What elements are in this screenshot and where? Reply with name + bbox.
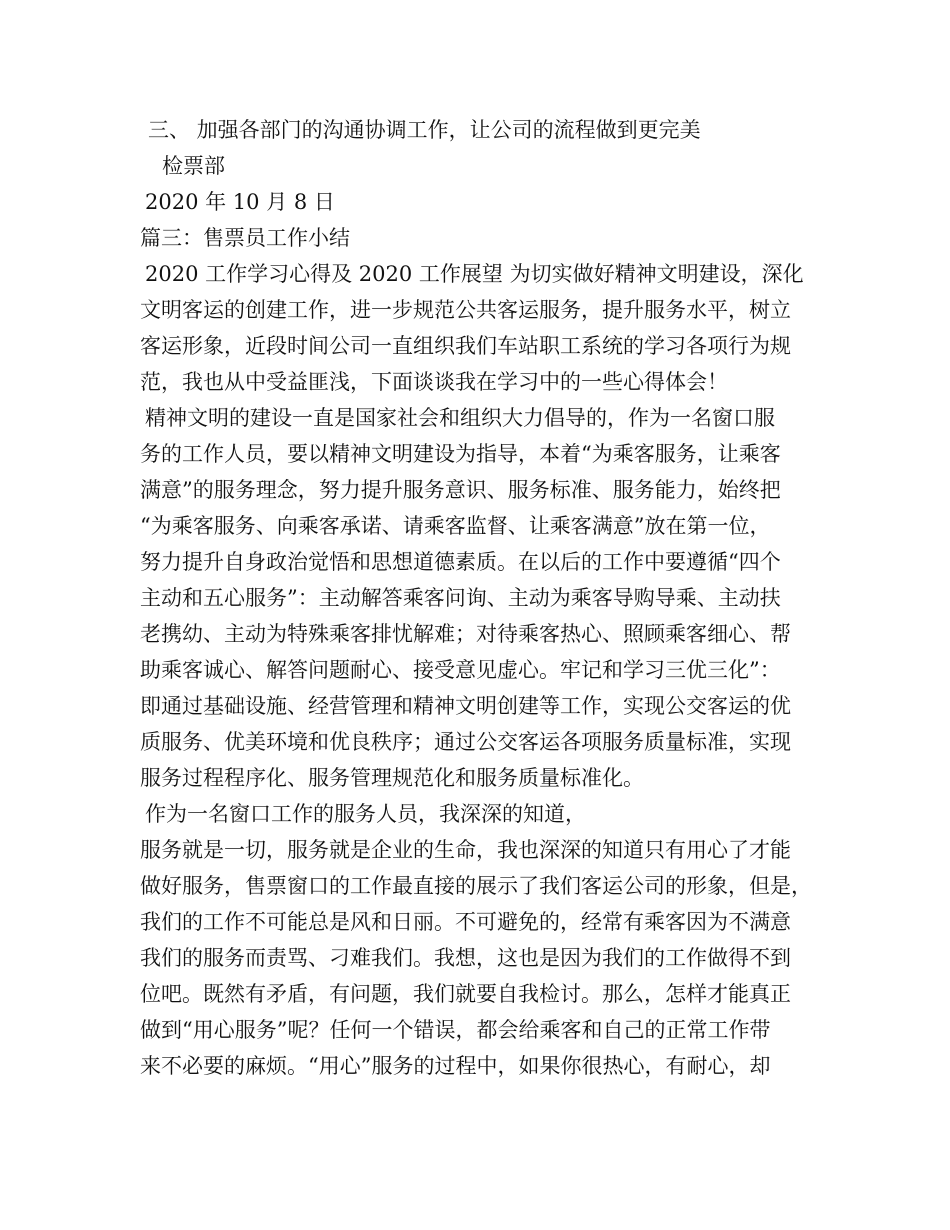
paragraph-line: 2020 工作学习心得及 2020 工作展望 为切实做好精神文明建设，深化 [145,262,804,286]
paragraph-line: 质服务、优美环境和优良秩序；通过公交客运各项服务质量标准，实现 [140,730,791,754]
paragraph-line: 努力提升自身政治觉悟和思想道德素质。在以后的工作中要遵循“四个 [140,550,781,574]
paragraph-line: 文明客运的创建工作，进一步规范公共客运服务，提升服务水平，树立 [140,298,791,322]
paragraph-line: 主动和五心服务”：主动解答乘客问询、主动为乘客导购导乘、主动扶 [140,586,781,610]
document-body [140,112,830,1084]
paragraph-line: 满意”的服务理念，努力提升服务意识、服务标准、服务能力，始终把 [140,478,781,502]
paragraph-line: 客运形象，近段时间公司一直组织我们车站职工系统的学习各项行为规 [140,334,791,358]
paragraph-line: 范，我也从中受益匪浅，下面谈谈我在学习中的一些心得体会！ [140,370,728,394]
paragraph-line: 作为一名窗口工作的服务人员，我深深的知道， [145,802,586,826]
paragraph-line: 务的工作人员，要以精神文明建设为指导，本着“为乘客服务，让乘客 [140,442,781,466]
signature-date: 2020 年 10 月 8 日 [145,190,335,214]
paragraph-line: 做到“用心服务”呢？任何一个错误，都会给乘客和自己的正常工作带 [140,1018,771,1042]
paragraph-line: 即通过基础设施、经营管理和精神文明创建等工作，实现公交客运的优 [140,694,791,718]
paragraph-line: 位吧。既然有矛盾，有问题，我们就要自我检讨。那么，怎样才能真正 [140,982,791,1006]
paragraph-line: 来不必要的麻烦。“用心”服务的过程中，如果你很热心，有耐心，却 [140,1054,771,1078]
paragraph-line: 精神文明的建设一直是国家社会和组织大力倡导的，作为一名窗口服 [145,406,775,430]
chapter-title: 篇三：售票员工作小结 [140,226,350,250]
paragraph-line: 我们的工作不可能总是风和日丽。不可避免的，经常有乘客因为不满意 [140,910,791,934]
paragraph-line: 老携幼、主动为特殊乘客排忧解难；对待乘客热心、照顾乘客细心、帮 [140,622,791,646]
paragraph-line: 服务过程程序化、服务管理规范化和服务质量标准化。 [140,766,644,790]
paragraph-line: 我们的服务而责骂、刁难我们。我想，这也是因为我们的工作做得不到 [140,946,791,970]
paragraph-line: 做好服务，售票窗口的工作最直接的展示了我们客运公司的形象，但是， [140,874,812,898]
paragraph-line: “为乘客服务、向乘客承诺、请乘客监督、让乘客满意”放在第一位， [140,514,771,538]
department-signature: 检票部 [162,154,225,178]
paragraph-line: 服务就是一切，服务就是企业的生命，我也深深的知道只有用心了才能 [140,838,791,862]
section-heading: 三、 加强各部门的沟通协调工作，让公司的流程做到更完美 [148,118,701,142]
paragraph-line: 助乘客诚心、解答问题耐心、接受意见虚心。牢记和学习三优三化”： [140,658,781,682]
